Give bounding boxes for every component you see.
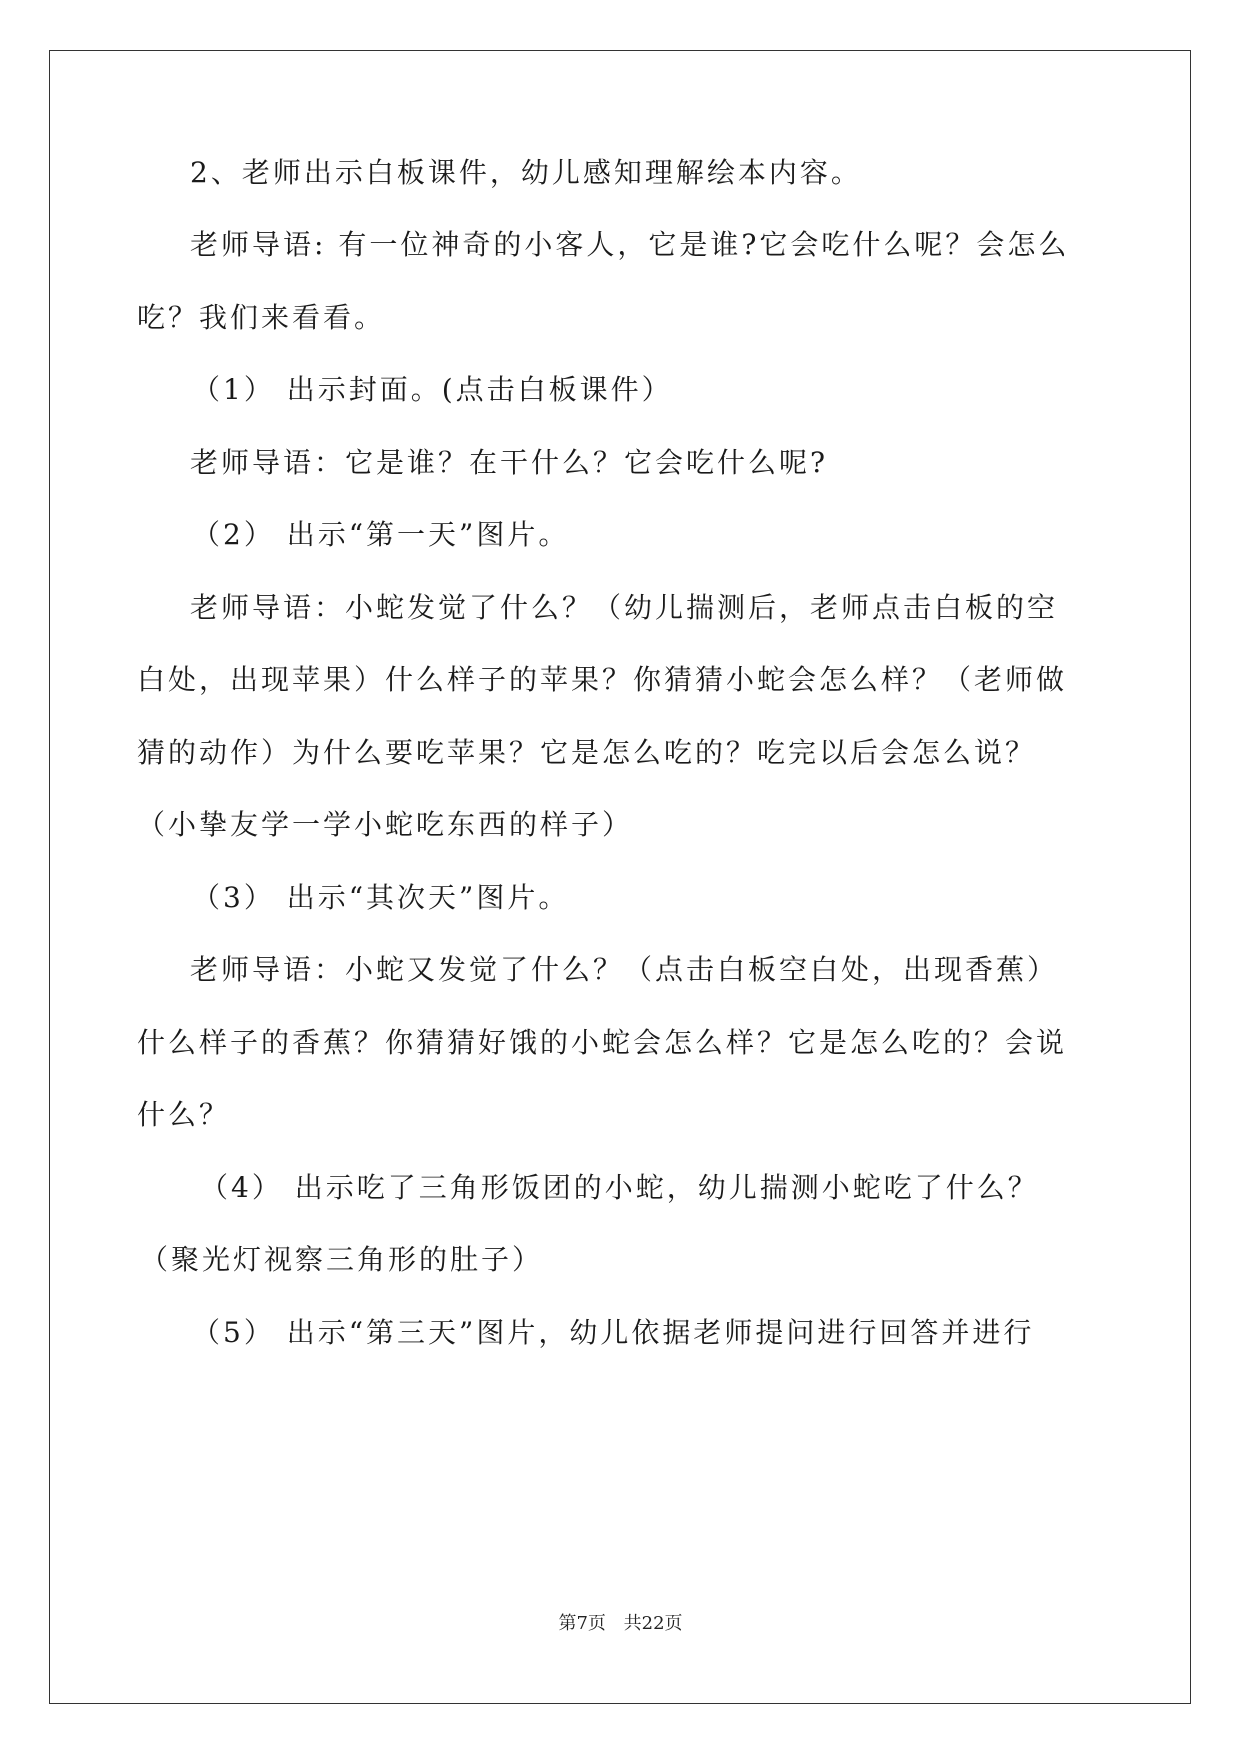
paragraph-line: 吃？我们来看看。 [137,301,386,334]
paragraph-line: （1） 出示封面。(点击白板课件） [192,373,673,406]
paragraph-line: 2、老师出示白板课件，幼儿感知理解绘本内容。 [190,156,862,189]
page-footer [0,1612,1241,1636]
paragraph-line: 老师导语：小蛇发觉了什么？（幼儿揣测后，老师点击白板的空 [190,591,1059,624]
paragraph-line: （2） 出示“第一天”图片。 [192,518,570,551]
paragraph-line: （3） 出示“其次天”图片。 [192,881,570,914]
paragraph-line: 老师导语：小蛇又发觉了什么？（点击白板空白处，出现香蕉） [190,953,1059,986]
paragraph-line: 老师导语: 有一位神奇的小客人，它是谁?它会吃什么呢？会怎么 [190,228,1070,261]
paragraph-line: 老师导语：它是谁？在干什么？它会吃什么呢? [190,446,829,479]
page-total: 共22页 [623,1613,683,1634]
paragraph-line: （5） 出示“第三天”图片，幼儿依据老师提问进行回答并进行 [192,1316,1035,1349]
page-border [49,50,1191,1704]
paragraph-line: （聚光灯视察三角形的肚子） [140,1243,544,1276]
paragraph-line: 什么？ [137,1098,231,1131]
paragraph-line: 猜的动作）为什么要吃苹果？它是怎么吃的？吃完以后会怎么说？ [137,736,1037,769]
page-number: 第7页 [558,1613,606,1634]
paragraph-line: （小挚友学一学小蛇吃东西的样子） [137,808,634,841]
paragraph-line: 白处，出现苹果）什么样子的苹果？你猜猜小蛇会怎么样？（老师做 [137,663,1068,696]
paragraph-line: 什么样子的香蕉？你猜猜好饿的小蛇会怎么样？它是怎么吃的？会说 [137,1026,1068,1059]
paragraph-line: （4） 出示吃了三角形饭团的小蛇，幼儿揣测小蛇吃了什么？ [200,1171,1039,1204]
